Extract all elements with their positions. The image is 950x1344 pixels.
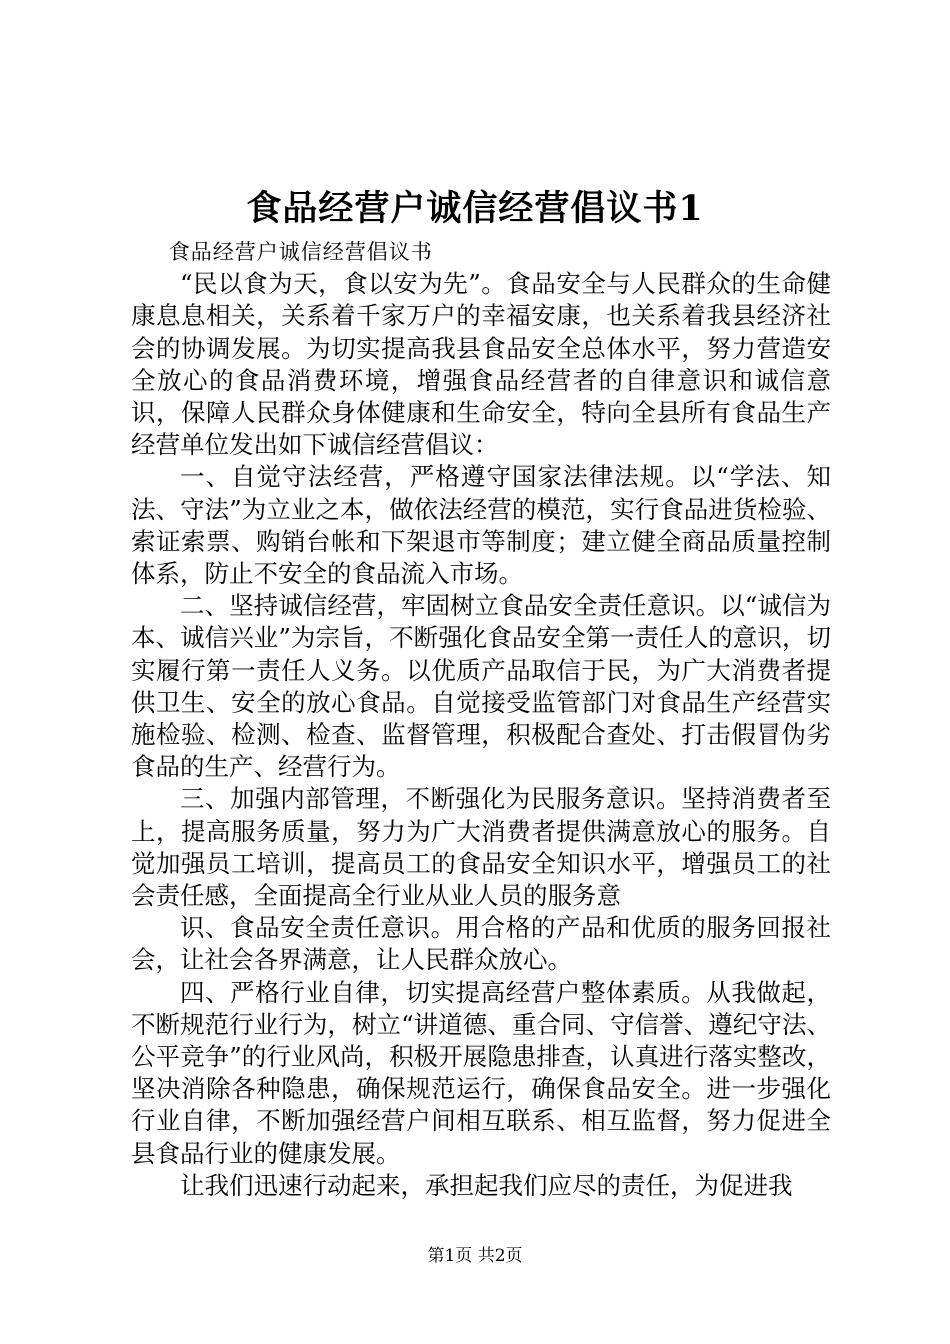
paragraph-point-2: 二、坚持诚信经营，牢固树立食品安全责任意识。以“诚信为本、诚信兴业”为宗旨，不断强化食品安全第一责任人的意识，切实履行第一责任人义务。以优质产品取信于民，为广大消费者提供卫生、安全的放心食品。自觉接受监管部门对食品生产经营实施检验、检测、检查、监督管理，积极配合查处、打击假冒伪劣食品的生产、经营行为。 xyxy=(131,591,831,782)
paragraph-intro: “民以食为天，食以安为先”。食品安全与人民群众的生命健康息息相关，关系着千家万户的幸福安康，也关系着我县经济社会的协调发展。为切实提高我县食品安全总体水平，努力营造安全放心的食品消费环境，增强食品经营者的自律意识和诚信意识，保障人民群众身体健康和生命安全，特向全县所有食品生产经营单位发出如下诚信经营倡议： xyxy=(131,269,831,460)
document-subtitle: 食品经营户诚信经营倡议书 xyxy=(168,240,433,264)
paragraph-closing: 让我们迅速行动起来，承担起我们应尽的责任，为促进我 xyxy=(180,1170,793,1200)
document-title: 食品经营户诚信经营倡议书1 xyxy=(246,188,704,229)
page-number-footer: 第1页 共2页 xyxy=(427,1246,523,1266)
paragraph-point-1: 一、自觉守法经营，严格遵守国家法律法规。以“学法、知法、守法”为立业之本，做依法经营的模范，实行食品进货检验、索证索票、购销台帐和下架退市等制度；建立健全商品质量控制体系，防止不安全的食品流入市场。 xyxy=(131,462,831,589)
document-body xyxy=(131,236,831,1202)
paragraph-point-3: 三、加强内部管理，不断强化为民服务意识。坚持消费者至上，提高服务质量，努力为广大消费者提供满意放心的服务。自觉加强员工培训，提高员工的食品安全知识水平，增强员工的社会责任感，全面提高全行业从业人员的服务意 xyxy=(131,784,831,911)
paragraph-point-3-continued: 识、食品安全责任意识。用合格的产品和优质的服务回报社会，让社会各界满意，让人民群众放心。 xyxy=(131,913,831,975)
paragraph-point-4: 四、严格行业自律，切实提高经营户整体素质。从我做起，不断规范行业行为，树立“讲道德、重合同、守信誉、遵纪守法、公平竞争”的行业风尚，积极开展隐患排查，认真进行落实整改，坚决消除各种隐患，确保规范运行，确保食品安全。进一步强化行业自律，不断加强经营户间相互联系、相互监督，努力促进全县食品行业的健康发展。 xyxy=(131,977,831,1168)
